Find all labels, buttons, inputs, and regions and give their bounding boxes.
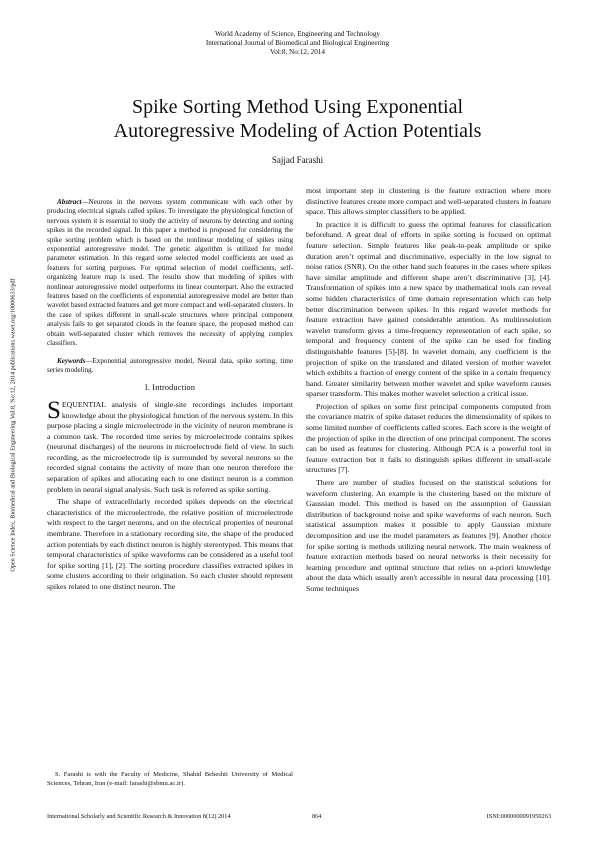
header-volume: Vol:8, No:12, 2014 (270, 48, 325, 56)
section-heading-introduction: I. Introduction (144, 383, 196, 393)
paper-title (60, 95, 535, 143)
intro-paragraph-1 (47, 396, 293, 495)
header-journal: International Journal of Biomedical and Biological Engineering (205, 39, 390, 47)
footer-isni: ISNI:0000000091950263 (486, 813, 551, 820)
right-paragraph-3: Projection of spikes on some first principal components computed from the covariance matrix of spike dataset reduces the dimensionality of spikes to some limited number of coefficients called scores. Each score is the weight of the projection of spike in the direction of one principal component. The scores can be used as features for clustering. Although PCA is a powerful tool in feature extraction but it fails to distinguish spikes different in small-scale structures [7]. (306, 401, 551, 475)
right-paragraph-1: most important step in clustering is the feature extraction where more distinctive features create more compact and well-separated clusters in feature space. This allows simpler classifiers to be applied. (306, 186, 551, 217)
keywords-text: —Exponential autoregressive model, Neural data, spike sorting, time series modeling. (47, 356, 293, 374)
keywords-paragraph (47, 357, 293, 376)
right-paragraph-4: There are number of studies focused on the statistical solutions for waveform clustering. An example is the clustering based on the mixture of Gaussian model. This method is based on the assumption of Gaussian distribution of background noise and spike waveforms of each neuron. Such statistical assumption makes it possible to apply Gaussian mixture decomposition and use the model parameters as features [9]. Another choice for spike sorting is methods utilizing neural network. The main weakness of feature extraction methods based on neural networks is their necessity for learning procedure and optimal structure that relies on a-priori knowledge about the data which usually aren't accessible in neural data processing [10]. Some techniques (306, 478, 551, 593)
right-column (306, 186, 551, 597)
footnote (47, 770, 293, 788)
author-name: Sajjad Farashi (271, 155, 324, 165)
page-number: 864 (312, 813, 322, 820)
keywords-label: Keywords (57, 356, 86, 365)
journal-header (0, 30, 595, 57)
drop-cap: S (47, 396, 61, 424)
left-column (47, 198, 293, 595)
page-footer (47, 813, 551, 823)
sidebar-text: Open Science Index, Biomedical and Biological Engineering Vol:8, No:12, 2014 publications.waset.org/10000633/pdf (9, 278, 17, 572)
right-paragraph-2: In practice it is difficult to guess the optimal features for classification beforehand. A great deal of efforts in spike sorting is focused on optimal feature selection. Simple features like peak-to-peak amplitude or spike duration aren’t optimal and discriminative, especially in the low signal to noise ratios (SNR). On the other hand such features in the cases where spikes have similar amplitude and different shape aren’t discriminative [3], [4]. Transformation of spikes into a new space by mathematical tools can reveal some hidden characteristics of time domain representation which can help better discrimination between spikes. In this regard wavelet methods for feature extraction have gained considerable attention. As multiresolution wavelet transform gives a time-frequency representation of each spike, so temporal and frequency content of the spike can be used for finding distinguishable features [5]-[8]. In wavelet domain, any coefficient is the projection of spike on the translated and dilated version of mother wavelet which exhibits a fraction of energy content of the spike in a certain frequency band. Greater similarity between mother wavelet and spike waveform causes sparser transform. This makes mother wavelet selection a critical issue. (306, 219, 551, 399)
abstract-paragraph (47, 198, 293, 349)
abstract (47, 198, 293, 375)
header-publisher: World Academy of Science, Engineering and Technology (214, 30, 381, 38)
sidebar-index (4, 240, 22, 610)
footnote-text: S. Farashi is with the Faculty of Medicine, Shahid Beheshti University of Medical Sciences, Tehran, Iran (e-mail: farashi@sbmu.ac.ir). (47, 771, 293, 787)
intro-paragraph-1-text: EQUENTIAL analysis of single-site recordings includes important knowledge about the physiological function of the nervous system. In this purpose placing a single microelectrode in the vicinity of neuron membrane is a common task. The recorded time series by microelectrode contains spikes (neuronal discharges) of the neurons in microelectrode field of view. In such recording, as the microelectrode tip is surrounded by several neurons so the recorded signal contains the activity of more than one neuron therefore the separation of spikes and allocating each to one distinct neuron is a common problem in neural signal analysis. Such task is referred as spike sorting. (47, 399, 293, 494)
title-line-2: Autoregressive Modeling of Action Potentials (113, 120, 482, 142)
title-line-1: Spike Sorting Method Using Exponential (131, 96, 464, 118)
abstract-label: Abstract (57, 198, 82, 206)
abstract-text: —Neurons in the nervous system communicate with each other by producing electrical signals called spikes. To investigate the physiological function of nervous system it is essential to study the activity of neurons by detecting and sorting spikes in the recorded signal. In this paper a method is proposed for considering the spike sorting problem which is based on the nonlinear modeling of spikes using exponential autoregressive model. The genetic algorithm is utilized for model parameter estimation. In this regard some selected model coefficients are used as features for sorting purposes. For optimal selection of model coefficients, self-organizing feature map is used. The results show that modeling of spikes with nonlinear autoregressive model outperforms its linear counterpart. Also the extracted features based on the coefficients of exponential autoregressive model are better than wavelet based extracted features and get more compact and well-separated clusters. In the case of spikes different in small-scale structures where principal component analysis fails to get separated clouds in the feature space, the proposed method can obtain well-separated cluster which removes the necessity of applying complex classifiers. (47, 198, 293, 348)
footer-journal: International Scholarly and Scientific Research & Innovation 8(12) 2014 (47, 813, 231, 820)
intro-paragraph-2: The shape of extracellularly recorded spikes depends on the electrical characteristics of the microelectrode, the relative position of microelectrode with respect to the target neurons, and on the electrical properties of neuronal membrane. Therefore in a stationary recording site, the shape of the produced action potentials by each distinct neuron is highly stereotyped. This means that temporal characteristics of spike waveforms can be considered as a useful tool for spike sorting [1], [2]. The sorting procedure classifies extracted spikes in some clusters according to their origination. So each cluster should represent spikes related to one distinct neuron. The (47, 497, 293, 591)
